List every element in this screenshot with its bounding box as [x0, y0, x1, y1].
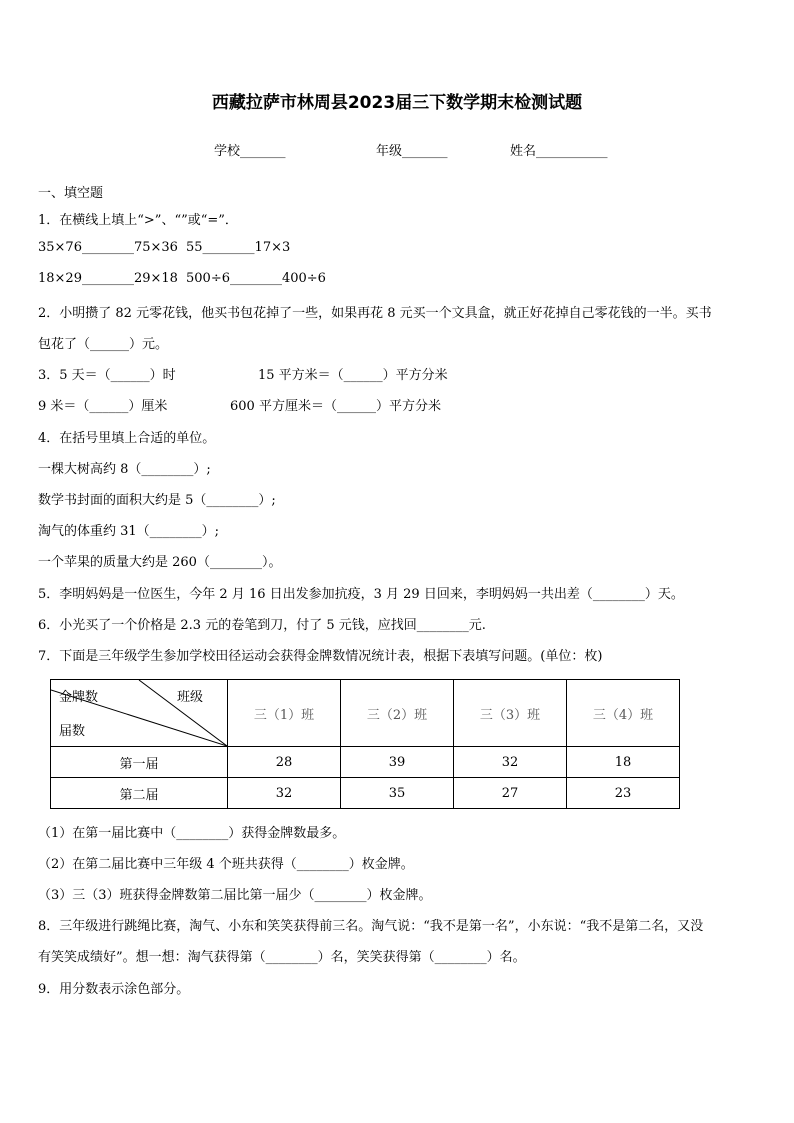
school-field: 学校_______: [214, 144, 286, 159]
table-cell: 39: [341, 747, 454, 778]
question-7-3: （3）三（3）班获得金牌数第二届比第一届少（________）枚金牌。: [38, 888, 432, 903]
question-6: 6．小光买了一个价格是 2.3 元的卷笔到刀，付了 5 元钱，应找回________元.: [38, 618, 486, 633]
medal-table: [50, 679, 680, 809]
question-2-line-2: 包花了（______）元。: [38, 337, 169, 352]
question-8-line-2: 有笑笑成绩好”。想一想：淘气获得第（________）名，笑笑获得第（________）名。: [38, 950, 526, 965]
grade-field: 年级_______: [376, 144, 448, 159]
question-3-a: 3．5 天＝（______）时: [38, 368, 176, 383]
question-1-c: 18×29________29×18: [38, 271, 178, 286]
table-corner-cell: [51, 680, 228, 747]
corner-label-medals: 金牌数: [59, 690, 99, 705]
question-5: 5．李明妈妈是一位医生，今年 2 月 16 日出发参加抗疫，3 月 29 日回来，李明妈妈一共出差（________）天。: [38, 587, 684, 602]
question-3-d: 600 平方厘米＝（______）平方分米: [230, 399, 441, 414]
section-title: 一、填空题: [38, 186, 104, 201]
question-3-c: 9 米＝（______）厘米: [38, 399, 168, 414]
question-4-d: 一个苹果的质量大约是 260（________）。: [38, 555, 282, 570]
table-cell: 27: [454, 778, 567, 809]
table-row: [51, 747, 680, 778]
question-4-b: 数学书封面的面积大约是 5（________）;: [38, 493, 276, 508]
question-1: 1．在横线上填上“>”、“”或“=”．: [38, 213, 238, 228]
question-7-2: （2）在第二届比赛中三年级 4 个班共获得（________）枚金牌。: [38, 857, 414, 872]
question-8-line-1: 8．三年级进行跳绳比赛，淘气、小东和笑笑获得前三名。淘气说：“我不是第一名”，小东说：“我不是第二名，又没: [38, 919, 704, 934]
column-header: 三（3）班: [454, 680, 567, 747]
question-7: 7．下面是三年级学生参加学校田径运动会获得金牌数情况统计表，根据下表填写问题。(单位：枚): [38, 649, 603, 664]
question-1-d: 500÷6________400÷6: [186, 271, 326, 286]
table-cell: 35: [341, 778, 454, 809]
page-title: 西藏拉萨市林周县2023届三下数学期末检测试题: [211, 93, 583, 113]
column-header: 三（4）班: [567, 680, 680, 747]
corner-label-session: 届数: [59, 724, 86, 739]
question-4-c: 淘气的体重约 31（________）;: [38, 524, 220, 539]
row-label: 第二届: [51, 778, 228, 809]
row-label: 第一届: [51, 747, 228, 778]
table-header-row: [51, 680, 680, 747]
name-field: 姓名___________: [510, 144, 608, 159]
question-9: 9．用分数表示涂色部分。: [38, 982, 190, 997]
question-7-1: （1）在第一届比赛中（________）获得金牌数最多。: [38, 826, 346, 841]
table-cell: 32: [454, 747, 567, 778]
question-4: 4．在括号里填上合适的单位。: [38, 431, 216, 446]
corner-label-class: 班级: [177, 690, 204, 705]
table-cell: 28: [228, 747, 341, 778]
column-header: 三（1）班: [228, 680, 341, 747]
question-3-b: 15 平方米＝（______）平方分米: [258, 368, 448, 383]
table-cell: 18: [567, 747, 680, 778]
table-row: [51, 778, 680, 809]
question-1-a: 35×76________75×36: [38, 240, 178, 255]
question-1-b: 55________17×3: [186, 240, 291, 255]
column-header: 三（2）班: [341, 680, 454, 747]
question-2-line-1: 2．小明攒了 82 元零花钱，他买书包花掉了一些，如果再花 8 元买一个文具盒，就正好花掉自己零花钱的一半。买书: [38, 306, 712, 321]
table-cell: 23: [567, 778, 680, 809]
table-cell: 32: [228, 778, 341, 809]
question-4-a: 一棵大树高约 8（________）;: [38, 462, 211, 477]
